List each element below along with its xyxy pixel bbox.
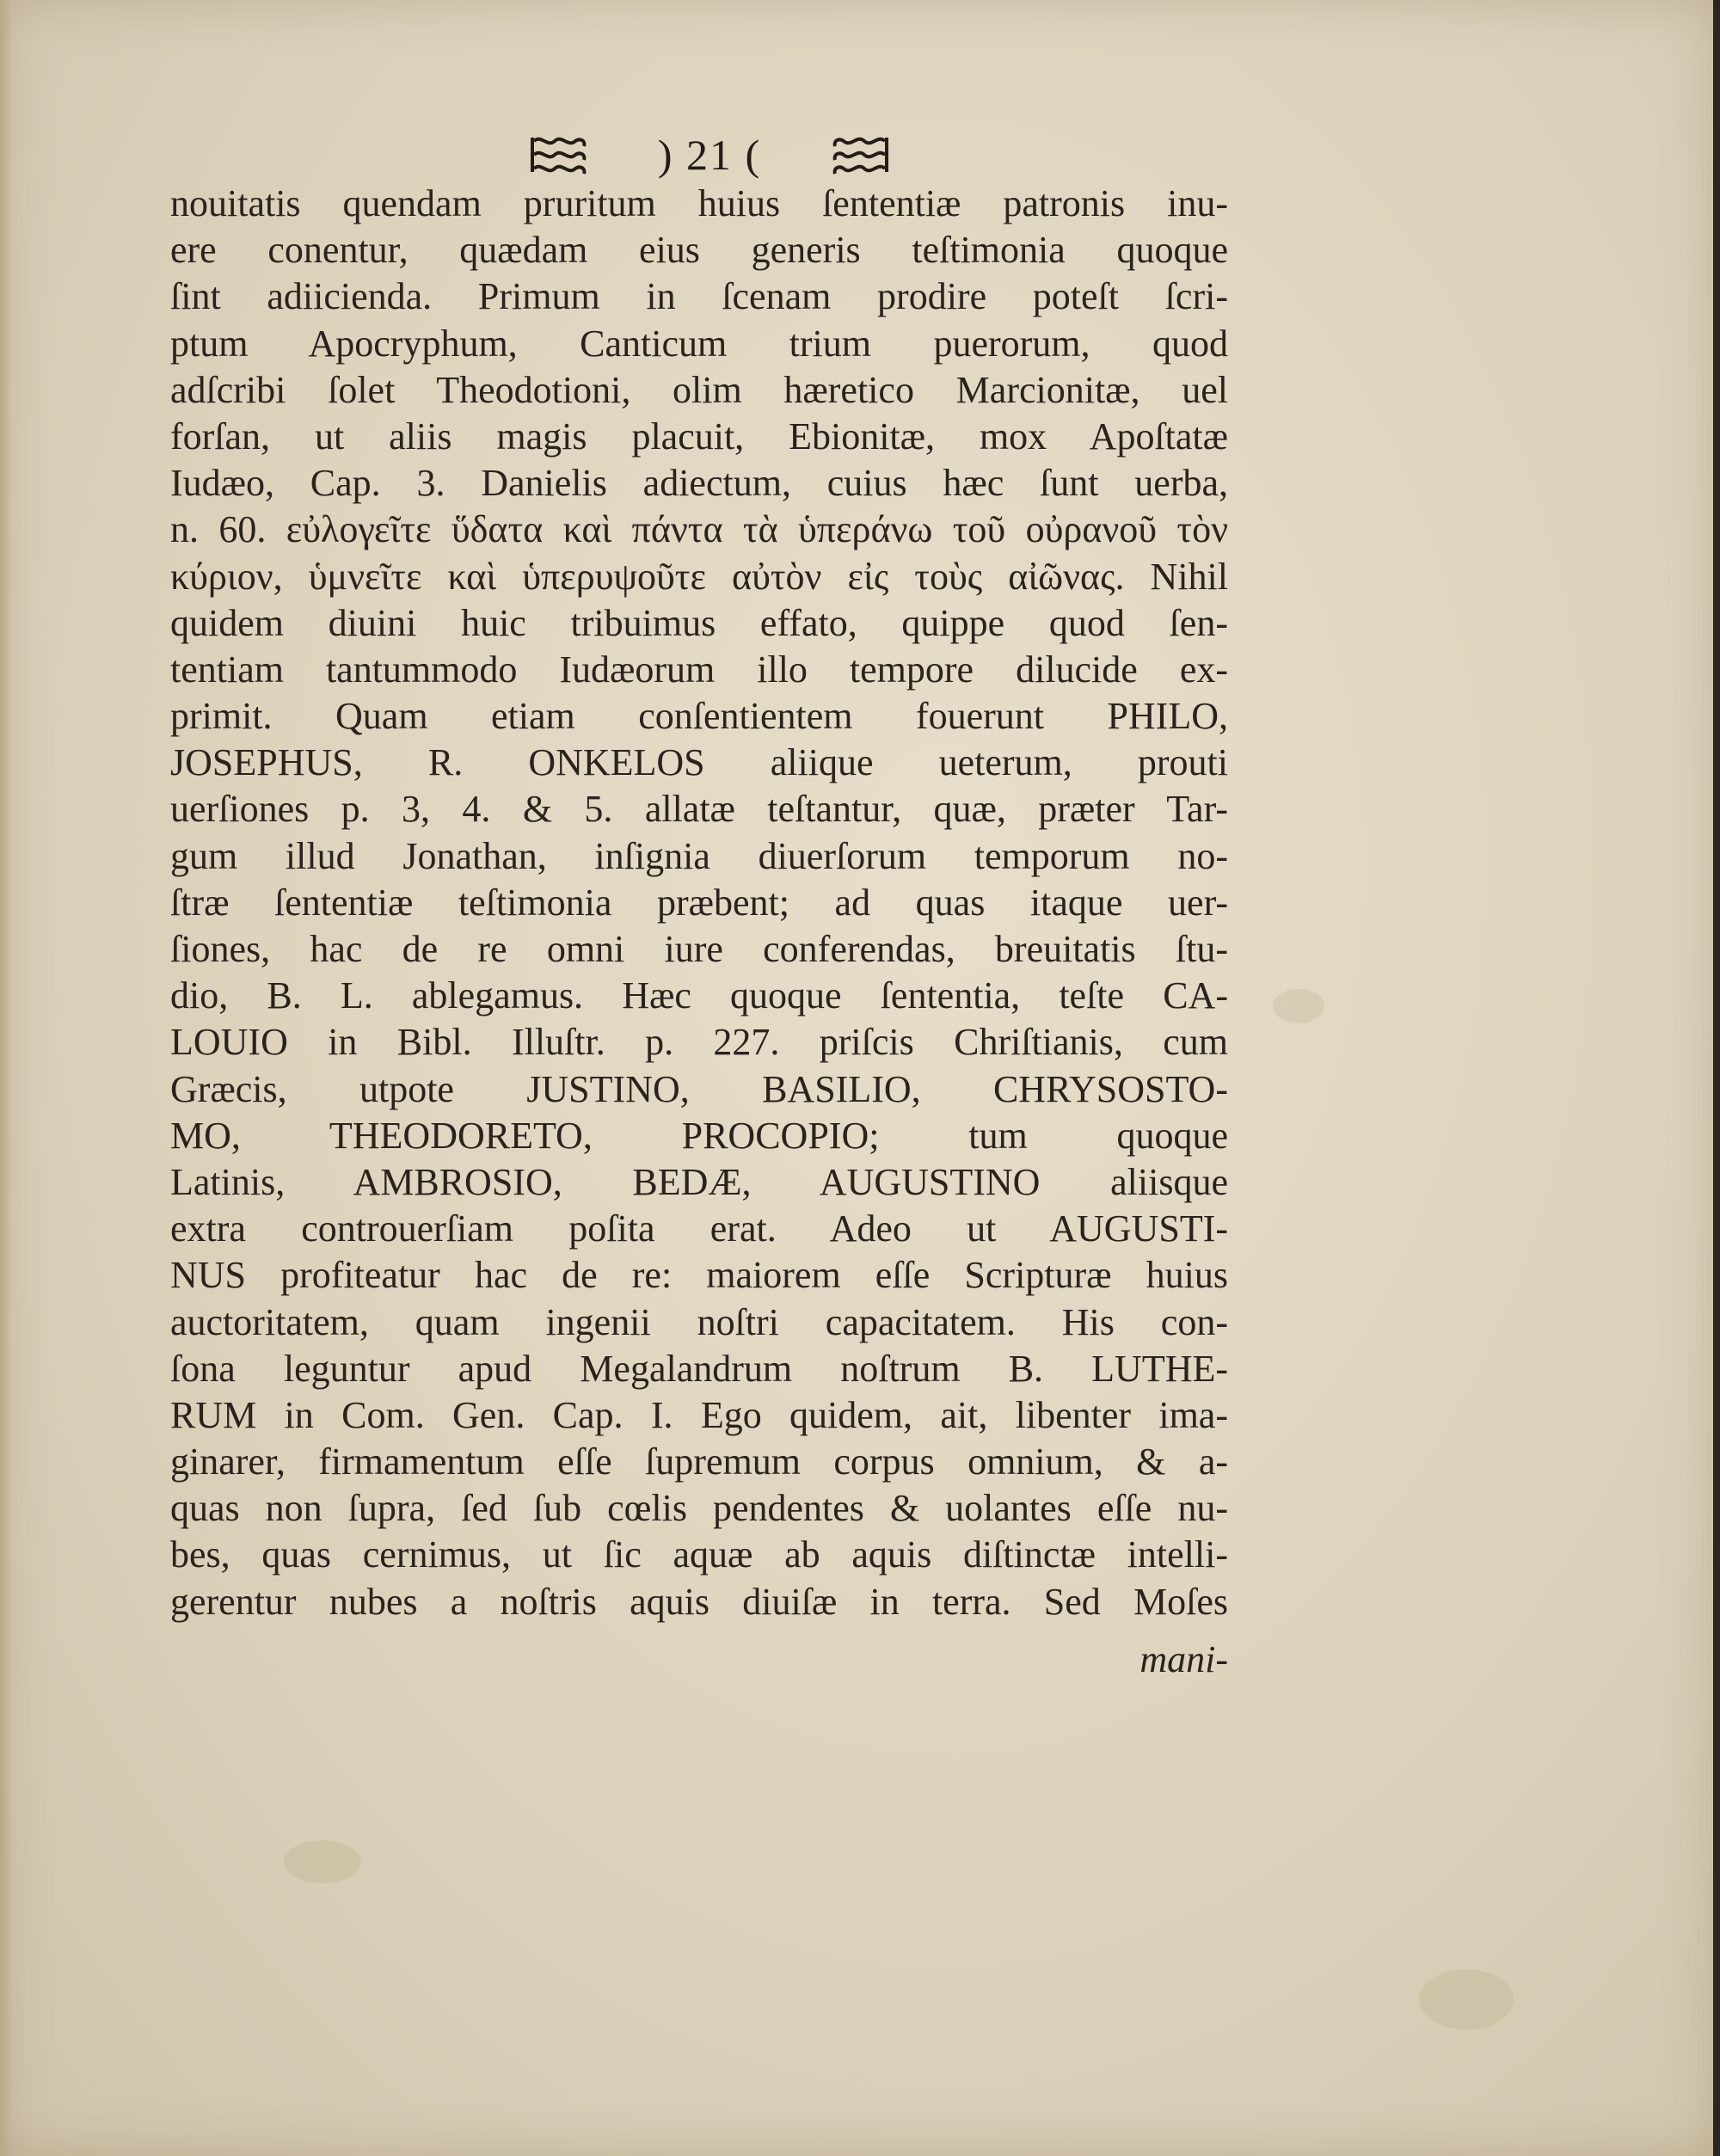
text-line: quas non ſupra, ſed ſub cœlis pendentes & uolantes eſſe nu- [170,1487,1228,1530]
text-line: gum illud Jonathan, inſignia diuerſorum temporum no- [170,834,1228,877]
paper-stain [284,1840,361,1883]
text-line: quidem diuini huic tribuimus effato, quippe quod ſen- [170,601,1228,644]
text-line: forſan, ut aliis magis placuit, Ebionitæ, mox Apoſtatæ [170,415,1228,458]
text-line: Græcis, utpote JUSTINO, BASILIO, CHRYSOSTO- [170,1067,1228,1110]
catchword: mani- [1140,1638,1228,1680]
text-line: ere conentur, quædam eius generis teſtimonia quoque [170,229,1228,272]
text-line: MO, THEODORETO, PROCOPIO; tum quoque [170,1114,1228,1157]
left-ornament-icon [529,132,589,177]
text-line: adſcribi ſolet Theodotioni, olim hæretico Marcionitæ, uel [170,368,1228,411]
text-line: nouitatis quendam pruritum huius ſententiæ patronis inu- [170,182,1228,224]
text-line: ginarer, firmamentum eſſe ſupremum corpus omnium, & a- [170,1440,1228,1483]
text-line: RUM in Com. Gen. Cap. I. Ego quidem, ait, libenter ima- [170,1393,1228,1436]
text-line: auctoritatem, quam ingenii noſtri capacitatem. His con- [170,1300,1228,1343]
text-line: bes, quas cernimus, ut ſic aquæ ab aquis diſtinctæ intelli- [170,1533,1228,1576]
text-line: ſtræ ſententiæ teſtimonia præbent; ad quas itaque uer- [170,881,1228,924]
text-line: gerentur nubes a noſtris aquis diuiſæ in terra. Sed Moſes [170,1580,1228,1623]
page-edge-dark [1713,0,1720,2156]
page-gutter-shadow [0,0,12,2156]
text-line: κύριον, ὑμνεῖτε καὶ ὑπερυψοῦτε αὐτὸν εἰς τοὺς αἰῶνας. Nihil [170,555,1228,598]
text-line: NUS profiteatur hac de re: maiorem eſſe Scripturæ huius [170,1254,1228,1297]
page-header [529,127,890,182]
text-line: ſiones, hac de re omni iure conferendas, breuitatis ſtu- [170,928,1228,970]
text-line: tentiam tantummodo Iudæorum illo tempore dilucide ex- [170,648,1228,691]
text-line: extra controuerſiam poſita erat. Adeo ut AUGUSTI- [170,1207,1228,1250]
text-line: n. 60. εὐλογεῖτε ὕδατα καὶ πάντα τὰ ὑπεράνω τοῦ οὐρανοῦ τὸν [170,508,1228,551]
right-ornament-icon [830,132,890,177]
text-line: LOUIO in Bibl. Illuſtr. p. 227. priſcis Chriſtianis, cum [170,1021,1228,1064]
paper-stain [1273,989,1324,1023]
text-line: JOSEPHUS, R. ONKELOS aliique ueterum, prouti [170,741,1228,784]
text-line: Latinis, AMBROSIO, BEDÆ, AUGUSTINO aliisque [170,1160,1228,1203]
page-number: ) 21 ( [657,131,762,179]
text-line: ptum Apocryphum, Canticum trium puerorum, quod [170,322,1228,365]
text-line: dio, B. L. ablegamus. Hæc quoque ſententia, teſte CA- [170,974,1228,1017]
text-line: ſona leguntur apud Megalandrum noſtrum B. LUTHE- [170,1347,1228,1390]
text-line: primit. Quam etiam conſentientem fouerunt PHILO, [170,695,1228,738]
paper-stain [1419,1969,1514,2030]
body-text [170,181,1228,1625]
text-line: Iudæo, Cap. 3. Danielis adiectum, cuius hæc ſunt uerba, [170,462,1228,505]
text-line: uerſiones p. 3, 4. & 5. allatæ teſtantur, quæ, præter Tar- [170,788,1228,831]
text-line: ſint adiicienda. Primum in ſcenam prodire poteſt ſcri- [170,275,1228,318]
